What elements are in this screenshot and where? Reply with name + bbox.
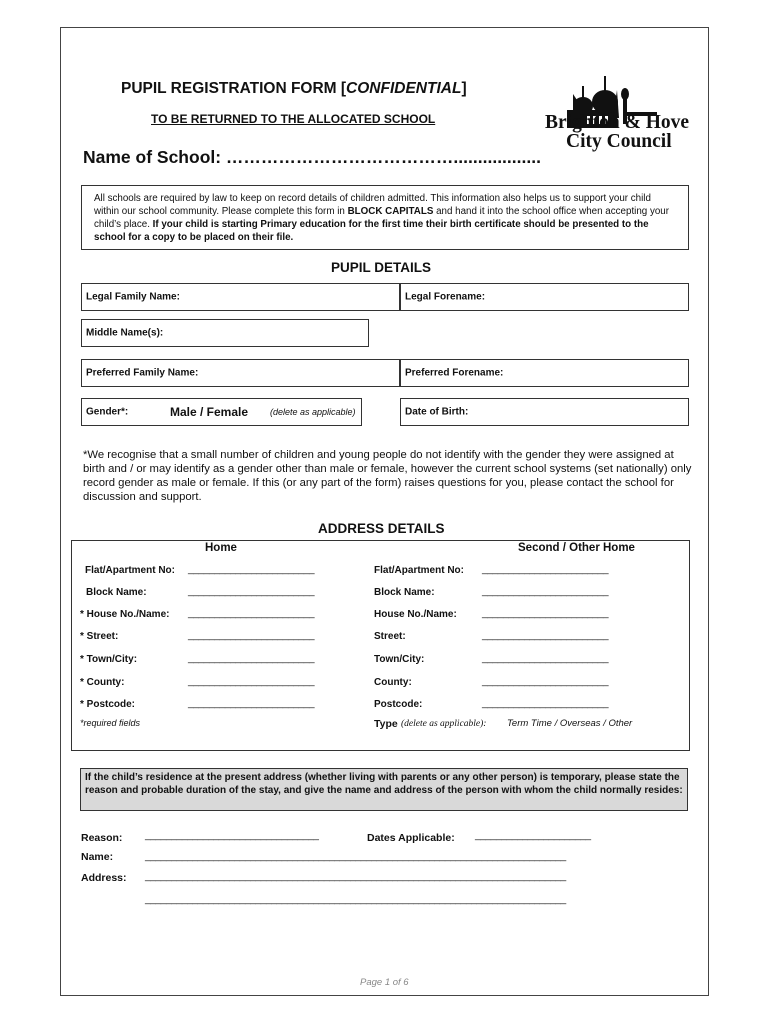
form-title: PUPIL REGISTRATION FORM [CONFIDENTIAL]	[121, 80, 467, 97]
home-heading: Home	[205, 542, 237, 554]
second-address-input[interactable]: ________________________	[482, 564, 609, 575]
pupil-details-heading: PUPIL DETAILS	[331, 260, 432, 275]
address-field-line2[interactable]: ________________________________________________________________________________	[145, 894, 566, 905]
page-number: Page 1 of 6	[360, 977, 409, 988]
gender-delete-note: (delete as applicable)	[270, 407, 356, 417]
home-address-input[interactable]: ________________________	[188, 564, 315, 575]
home-address-label: Block Name:	[86, 587, 147, 598]
form-subtitle: TO BE RETURNED TO THE ALLOCATED SCHOOL	[151, 112, 436, 126]
address-type-note: (delete as applicable):	[401, 719, 487, 729]
home-address-input[interactable]: ________________________	[188, 608, 315, 619]
second-address-input[interactable]: ________________________	[482, 653, 609, 664]
second-address-label: Town/City:	[374, 654, 425, 665]
second-address-label: Flat/Apartment No:	[374, 565, 464, 576]
preferred-family-name-field[interactable]: Preferred Family Name:	[81, 359, 400, 387]
home-address-label: * Postcode:	[80, 699, 136, 710]
second-address-label: Block Name:	[374, 587, 435, 598]
gender-field[interactable]: Gender*:	[81, 398, 362, 426]
reason-label: Reason:	[81, 832, 123, 844]
gender-explanation: *We recognise that a small number of children and young people do not identify with the gender they were assigned at birth and / or may identify as a gender other than male or female, however the current school systems (set nationally) only record gender as male or female. If this (or any part of the form) raises questions for you, please contact the school for discussion and support.	[83, 449, 692, 503]
home-address-input[interactable]: ________________________	[188, 630, 315, 641]
second-address-input[interactable]: ________________________	[482, 676, 609, 687]
second-address-label: County:	[374, 677, 412, 688]
address-field-line1[interactable]: ________________________________________________________________________________	[145, 871, 566, 882]
home-address-label: * Town/City:	[80, 654, 138, 665]
legal-forename-field[interactable]: Legal Forename:	[400, 283, 689, 311]
dates-applicable-field[interactable]: ______________________	[475, 830, 591, 841]
required-fields-note: *required fields	[80, 718, 141, 728]
second-address-label: House No./Name:	[374, 609, 457, 620]
address-details-heading: ADDRESS DETAILS	[318, 521, 445, 536]
preferred-forename-field[interactable]: Preferred Forename:	[400, 359, 689, 387]
logo-text-line1: Brighton & Hove	[545, 112, 690, 133]
gender-options[interactable]: Male / Female	[170, 405, 249, 419]
name-field[interactable]: ________________________________________________________________________________	[145, 851, 566, 862]
address-type-label: Type	[374, 718, 398, 730]
second-address-input[interactable]: ________________________	[482, 586, 609, 597]
date-of-birth-field[interactable]: Date of Birth:	[400, 398, 689, 426]
home-address-label: * County:	[80, 677, 125, 688]
second-address-input[interactable]: ________________________	[482, 608, 609, 619]
dates-applicable-label: Dates Applicable:	[367, 832, 455, 844]
home-address-label: * House No./Name:	[80, 609, 170, 620]
second-home-heading: Second / Other Home	[518, 542, 635, 554]
second-address-input[interactable]: ________________________	[482, 630, 609, 641]
home-address-input[interactable]: ________________________	[188, 698, 315, 709]
middle-names-field[interactable]: Middle Name(s):	[81, 319, 369, 347]
temporary-residence-notice: If the child’s residence at the present address (whether living with parents or any other person) is temporary, please state the reason and probable duration of the stay, and give the name and address of the person with whom the child normally resides:	[80, 768, 688, 811]
intro-notice: All schools are required by law to keep on record details of children admitted. This information also helps us to support your child within our school community. Please complete this form in BLOCK CAPITALS and hand it into the school office when accepting your child’s place. If your child is starting Primary education for the first time their birth certificate should be presented to the school for a copy to be placed on their file.	[81, 185, 689, 250]
logo-text-line2: City Council	[566, 131, 672, 152]
address-label: Address:	[81, 872, 127, 884]
name-label: Name:	[81, 851, 114, 863]
second-address-label: Postcode:	[374, 699, 423, 710]
school-name-field[interactable]: Name of School: …………………………………..................	[83, 147, 541, 167]
reason-field[interactable]: _________________________________	[145, 830, 319, 841]
home-address-label: Flat/Apartment No:	[85, 565, 175, 576]
home-address-input[interactable]: ________________________	[188, 653, 315, 664]
home-address-input[interactable]: ________________________	[188, 586, 315, 597]
second-address-label: Street:	[374, 631, 406, 642]
home-address-input[interactable]: ________________________	[188, 676, 315, 687]
home-address-label: * Street:	[80, 631, 119, 642]
second-address-input[interactable]: ________________________	[482, 698, 609, 709]
legal-family-name-field[interactable]: Legal Family Name:	[81, 283, 400, 311]
address-type-options[interactable]: Term Time / Overseas / Other	[507, 718, 633, 729]
